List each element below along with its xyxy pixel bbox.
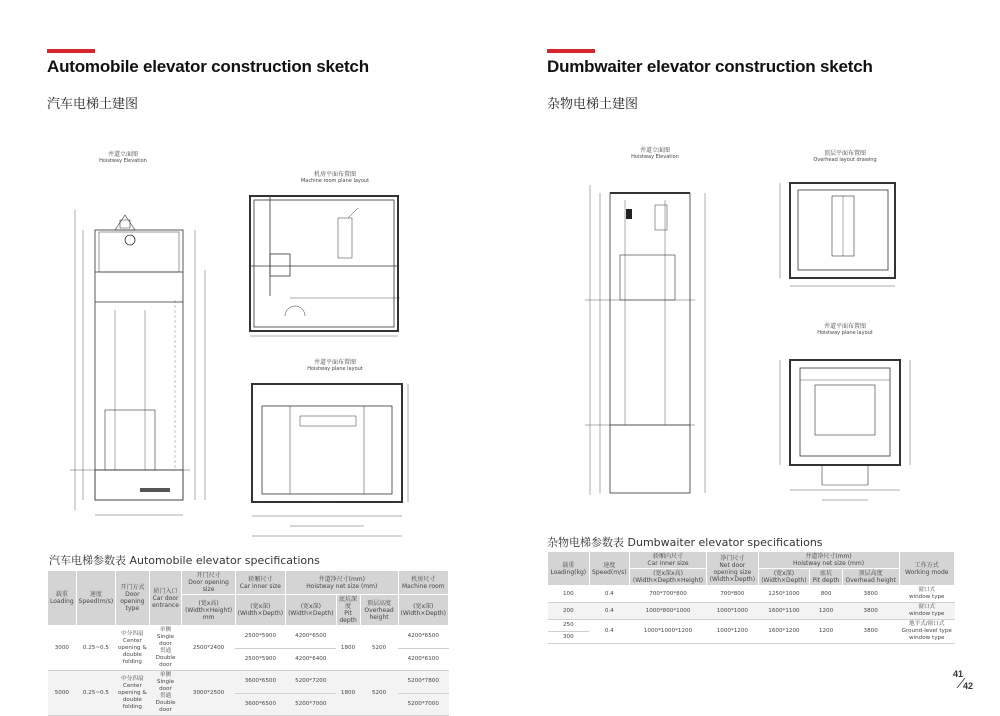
col-car-entrance: 轿门入口 Car door entrance: [149, 571, 182, 626]
sub-car-wdh: (宽x深x高) (Width×Depth×Height): [630, 569, 707, 586]
left-elevation-title-en: Hoistway Elevation: [99, 158, 147, 164]
cell-door: 1000*1000: [707, 603, 759, 620]
cell-hoistway: 1250*1000: [758, 586, 810, 603]
col-door-opening: 开门尺寸 Door opening size: [182, 571, 235, 595]
cell-speed: 0.4: [589, 620, 629, 644]
col-car-inner: 轿厢内尺寸 Car inner size: [630, 552, 707, 569]
sub-overhead: 顶层高度 Overhead height: [842, 569, 899, 586]
cell-overhead: 3800: [842, 620, 899, 644]
right-hoistway-plan-title-en: Hoistway plane layout: [817, 330, 873, 336]
table-row: [48, 671, 449, 694]
cell-loading: 250: [548, 620, 590, 632]
table-row: [548, 603, 955, 620]
cell-car-inner: 2500*5900: [235, 648, 285, 671]
cell-door: 1000*1200: [707, 620, 759, 644]
left-hoistway-plan-title-en: Hoistway plane layout: [307, 366, 363, 372]
cell-door: 700*800: [707, 586, 759, 603]
left-hoistway-elevation-drawing: [55, 170, 255, 540]
cell-overhead: 5200: [360, 671, 398, 716]
cell-car-inner: 3600*6500: [235, 671, 285, 694]
cell-car-entrance: 单侧 Single door 贯通 Double door: [149, 626, 182, 671]
cell-hoistway: 5200*7000: [286, 693, 336, 716]
cell-loading: 5000: [48, 671, 77, 716]
cell-loading: 100: [548, 586, 590, 603]
page-number-right: 42: [963, 681, 974, 691]
cell-door-type: 中分四扇 Center opening & double folding: [116, 626, 149, 671]
left-elevation-title-cn: 井道立面图: [107, 151, 138, 158]
cell-loading: 200: [548, 603, 590, 620]
cell-mode: 窗口式 window type: [899, 603, 955, 620]
cell-overhead: 5200: [360, 626, 398, 671]
cell-door-opening: 2500*2400: [182, 626, 235, 671]
cell-machine-room: 4200*6500: [398, 626, 448, 649]
right-page-title: Dumbwaiter elevator construction sketch: [547, 57, 873, 76]
cell-car-inner: 3600*6500: [235, 693, 285, 716]
right-hoistway-plan-drawing: [760, 340, 925, 515]
right-title-accent-bar: [547, 49, 595, 53]
col-car-inner: 轿厢尺寸 Car inner size: [235, 571, 285, 595]
cell-hoistway: 4200*6500: [286, 626, 336, 649]
col-speed: 速度 Speed(m/s): [589, 552, 629, 586]
cell-speed: 0.25~0.5: [76, 671, 115, 716]
table-row: [48, 626, 449, 649]
dumbwaiter-spec-table: [547, 551, 955, 644]
cell-car: 1000*800*1000: [630, 603, 707, 620]
automobile-spec-table: [47, 570, 449, 716]
col-door-type: 开门方式 Door opening type: [116, 571, 149, 626]
left-hoistway-plan-title-cn: 井道平面布置图: [313, 359, 356, 366]
cell-machine-room: 5200*7800: [398, 671, 448, 694]
cell-car: 700*700*800: [630, 586, 707, 603]
col-door: 净门尺寸 Net door opening size (Width×Depth): [707, 552, 759, 586]
cell-overhead: 3800: [842, 603, 899, 620]
table-row: [548, 586, 955, 603]
cell-door-type: 中分四扇 Center opening & double folding: [116, 671, 149, 716]
right-overhead-title-en: Overhead layout drawing: [813, 157, 877, 163]
cell-pit: 1800: [336, 626, 360, 671]
right-table-caption: 杂物电梯参数表 Dumbwaiter elevator specifications: [547, 536, 823, 549]
cell-mode: 地平式/窗口式 Ground-level type window type: [899, 620, 955, 644]
cell-hoistway: 1600*1100: [758, 603, 810, 620]
right-elevation-title-cn: 井道立面图: [639, 147, 670, 154]
col-machine-room: 机房尺寸 Machine room: [398, 571, 448, 595]
cell-mode: 窗口式 window type: [899, 586, 955, 603]
col-loading: 载重 Loading: [48, 571, 77, 626]
sub-hoist-wd: (宽x深) (Width×Depth): [286, 595, 336, 626]
sub-mr-wd: (宽x深) (Width×Depth): [398, 595, 448, 626]
page-number-left: 41: [953, 669, 964, 679]
cell-car-inner: 2500*5900: [235, 626, 285, 649]
cell-pit: 1200: [810, 620, 843, 644]
left-page-subtitle: 汽车电梯土建图: [47, 97, 139, 112]
cell-hoistway: 5200*7200: [286, 671, 336, 694]
col-work-mode: 工作方式 Working mode: [899, 552, 955, 586]
cell-pit: 1200: [810, 603, 843, 620]
cell-pit: 1800: [336, 671, 360, 716]
right-hoistway-plan-title-cn: 井道平面布置图: [823, 323, 866, 330]
sub-pit: 底坑 Pit depth: [810, 569, 843, 586]
left-table-caption: 汽车电梯参数表 Automobile elevator specifications: [49, 554, 320, 567]
sub-pit: 底坑深度 Pit depth: [336, 595, 360, 626]
left-title-accent-bar: [47, 49, 95, 53]
cell-speed: 0.25~0.5: [76, 626, 115, 671]
right-overhead-title-cn: 顶层平面布置图: [823, 150, 866, 157]
left-machine-room-drawing: [240, 188, 415, 348]
cell-speed: 0.4: [589, 586, 629, 603]
sub-hoist-wd: (宽x深) (Width×Depth): [758, 569, 810, 586]
cell-machine-room: 5200*7000: [398, 693, 448, 716]
left-page-title: Automobile elevator construction sketch: [47, 57, 369, 76]
cell-car-entrance: 单侧 Single door 贯通 Double door: [149, 671, 182, 716]
left-hoistway-plan-drawing: [240, 376, 415, 546]
sub-car-wd: (宽x深) (Width×Depth): [235, 595, 285, 626]
col-loading: 载重 Loading(kg): [548, 552, 590, 586]
right-page-subtitle: 杂物电梯土建图: [547, 97, 639, 112]
col-hoistway-net: 井道净尺寸(mm) Hoistway net size (mm): [286, 571, 398, 595]
cell-overhead: 3800: [842, 586, 899, 603]
right-elevation-title-en: Hoistway Elevation: [631, 154, 679, 160]
col-hoistway: 井道净尺寸(mm) Hoistway net size (mm): [758, 552, 899, 569]
cell-car: 1000*1000*1200: [630, 620, 707, 644]
col-speed: 速度 Speed(m/s): [76, 571, 115, 626]
left-machine-room-title-cn: 机房平面布置图: [313, 171, 356, 178]
sub-door-wh: (宽x高) (Width×Height) mm: [182, 595, 235, 626]
cell-pit: 800: [810, 586, 843, 603]
cell-hoistway: 4200*6400: [286, 648, 336, 671]
right-hoistway-elevation-drawing: [570, 165, 730, 500]
cell-loading: 3000: [48, 626, 77, 671]
right-overhead-drawing: [760, 168, 920, 298]
cell-speed: 0.4: [589, 603, 629, 620]
left-machine-room-title-en: Machine room plane layout: [300, 178, 370, 184]
cell-hoistway: 1600*1200: [758, 620, 810, 644]
cell-machine-room: 4200*6100: [398, 648, 448, 671]
table-row: [548, 620, 955, 632]
sub-overhead: 顶层高度 Overhead height: [360, 595, 398, 626]
cell-door-opening: 3000*2500: [182, 671, 235, 716]
cell-loading: 300: [548, 632, 590, 644]
